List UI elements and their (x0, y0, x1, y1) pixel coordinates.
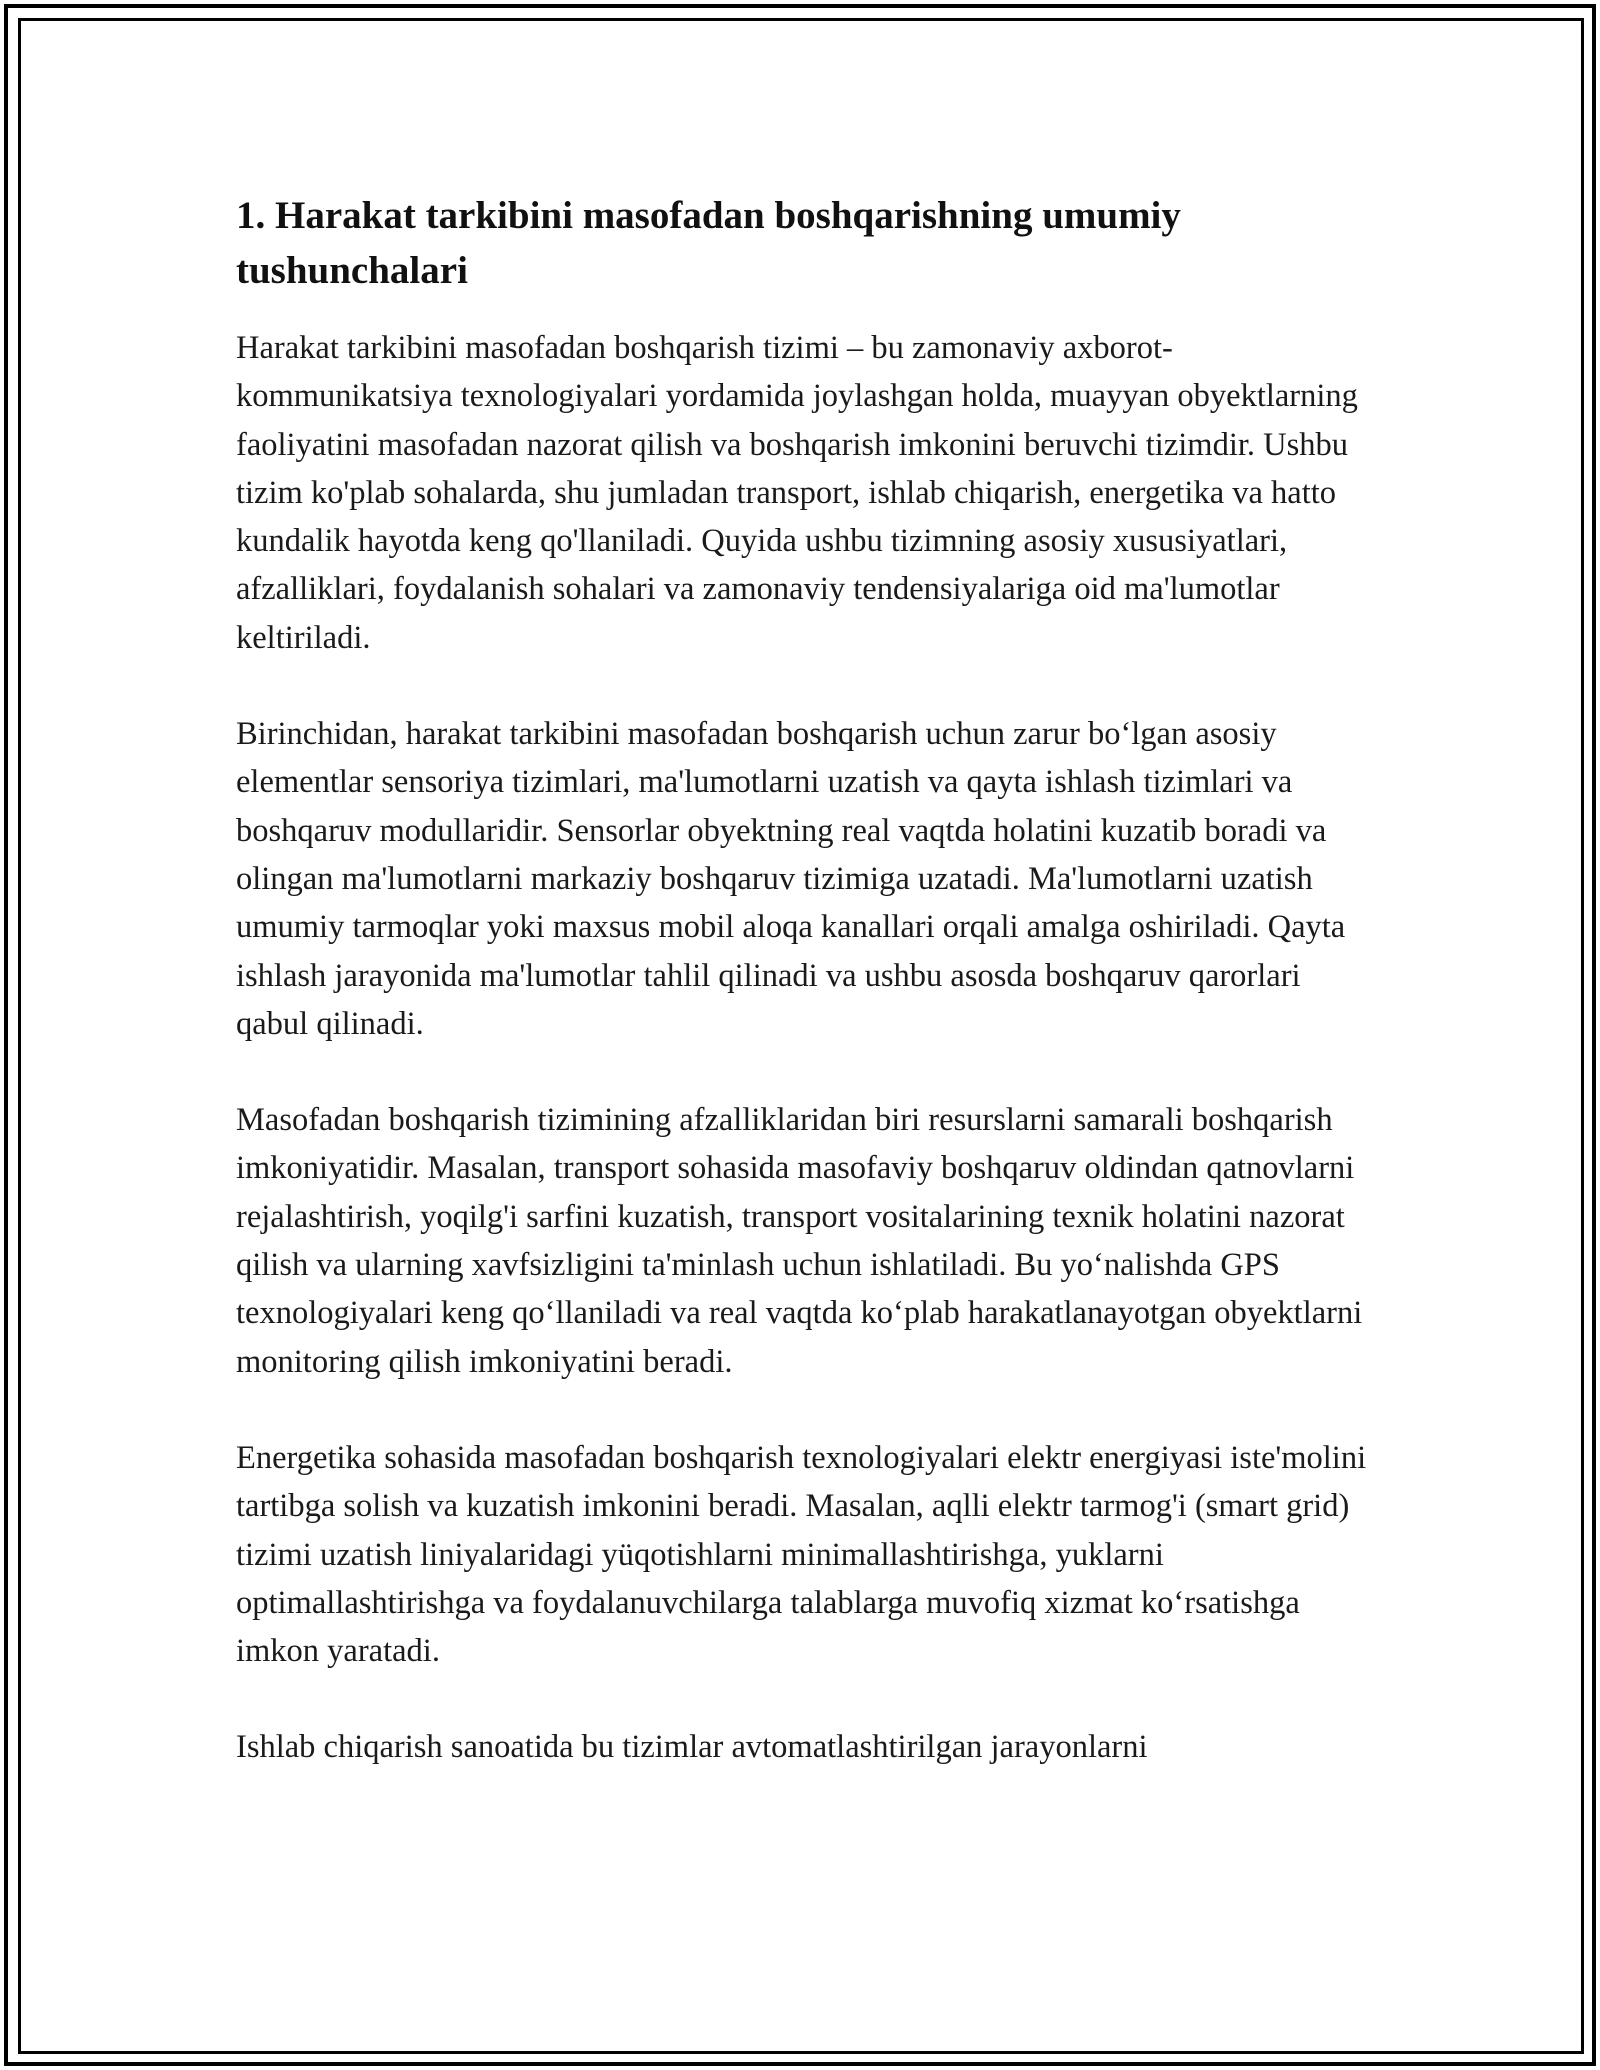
paragraph-manufacturing: Ishlab chiqarish sanoatida bu tizimlar avtomatlashtirilgan jarayonlarni (236, 1729, 1148, 1766)
section-heading: 1. Harakat tarkibini masofadan boshqarishning umumiy tushunchalari (236, 194, 1181, 292)
document-body (236, 188, 1376, 1820)
paragraph-advantages: Masofadan boshqarish tizimining afzalliklaridan biri resurslarni samarali boshqarish imkoniyatidir. Masalan, transport sohasida masofaviy boshqaruv oldindan qatnovlarni rejalashtirish, yoqilg'i sarfini kuzatish, transport vositalarining texnik holatini nazorat qilish va ularning xavfsizligini ta'minlash uchun ishlatiladi. Bu yo‘nalishda GPS texnologiyalari keng qo‘llaniladi va real vaqtda ko‘plab harakatlanayotgan obyektlarni monitoring qilish imkoniyatini beradi. (236, 1102, 1363, 1380)
paragraph-definition: Harakat tarkibini masofadan boshqarish tizimi – bu zamonaviy axborot-kommunikatsiya texnologiyalari yordamida joylashgan holda, muayyan obyektlarning faoliyatini masofadan nazorat qilish va boshqarish imkonini beruvchi tizimdir. Ushbu tizim ko'plab sohalarda, shu jumladan transport, ishlab chiqarish, energetika va hatto kundalik hayotda keng qo'llaniladi. Quyida ushbu tizimning asosiy xususiyatlari, afzalliklari, foydalanish sohalari va zamonaviy tendensiyalariga oid ma'lumotlar keltiriladi. (236, 330, 1358, 656)
paragraph-energy: Energetika sohasida masofadan boshqarish texnologiyalari elektr energiyasi iste'molini tartibga solish va kuzatish imkonini beradi. Masalan, aqlli elektr tarmog'i (smart grid) tizimi uzatish liniyalaridagi yüqotishlarni minimallashtirishga, yuklarni optimallashtirishga va foydalanuvchilarga talablarga muvofiq xizmat ko‘rsatishga imkon yaratadi. (236, 1439, 1367, 1670)
paragraph-components: Birinchidan, harakat tarkibini masofadan boshqarish uchun zarur bo‘lgan asosiy elementlar sensoriya tizimlari, ma'lumotlarni uzatish va qayta ishlash tizimlari va boshqaruv modullaridir. Sensorlar obyektning real vaqtda holatini kuzatib boradi va olingan ma'lumotlarni markaziy boshqaruv tizimiga uzatadi. Ma'lumotlarni uzatish umumiy tarmoqlar yoki maxsus mobil aloqa kanallari orqali amalga oshiriladi. Qayta ishlash jarayonida ma'lumotlar tahlil qilinadi va ushbu asosda boshqaruv qarorlari qabul qilinadi. (236, 716, 1346, 1042)
